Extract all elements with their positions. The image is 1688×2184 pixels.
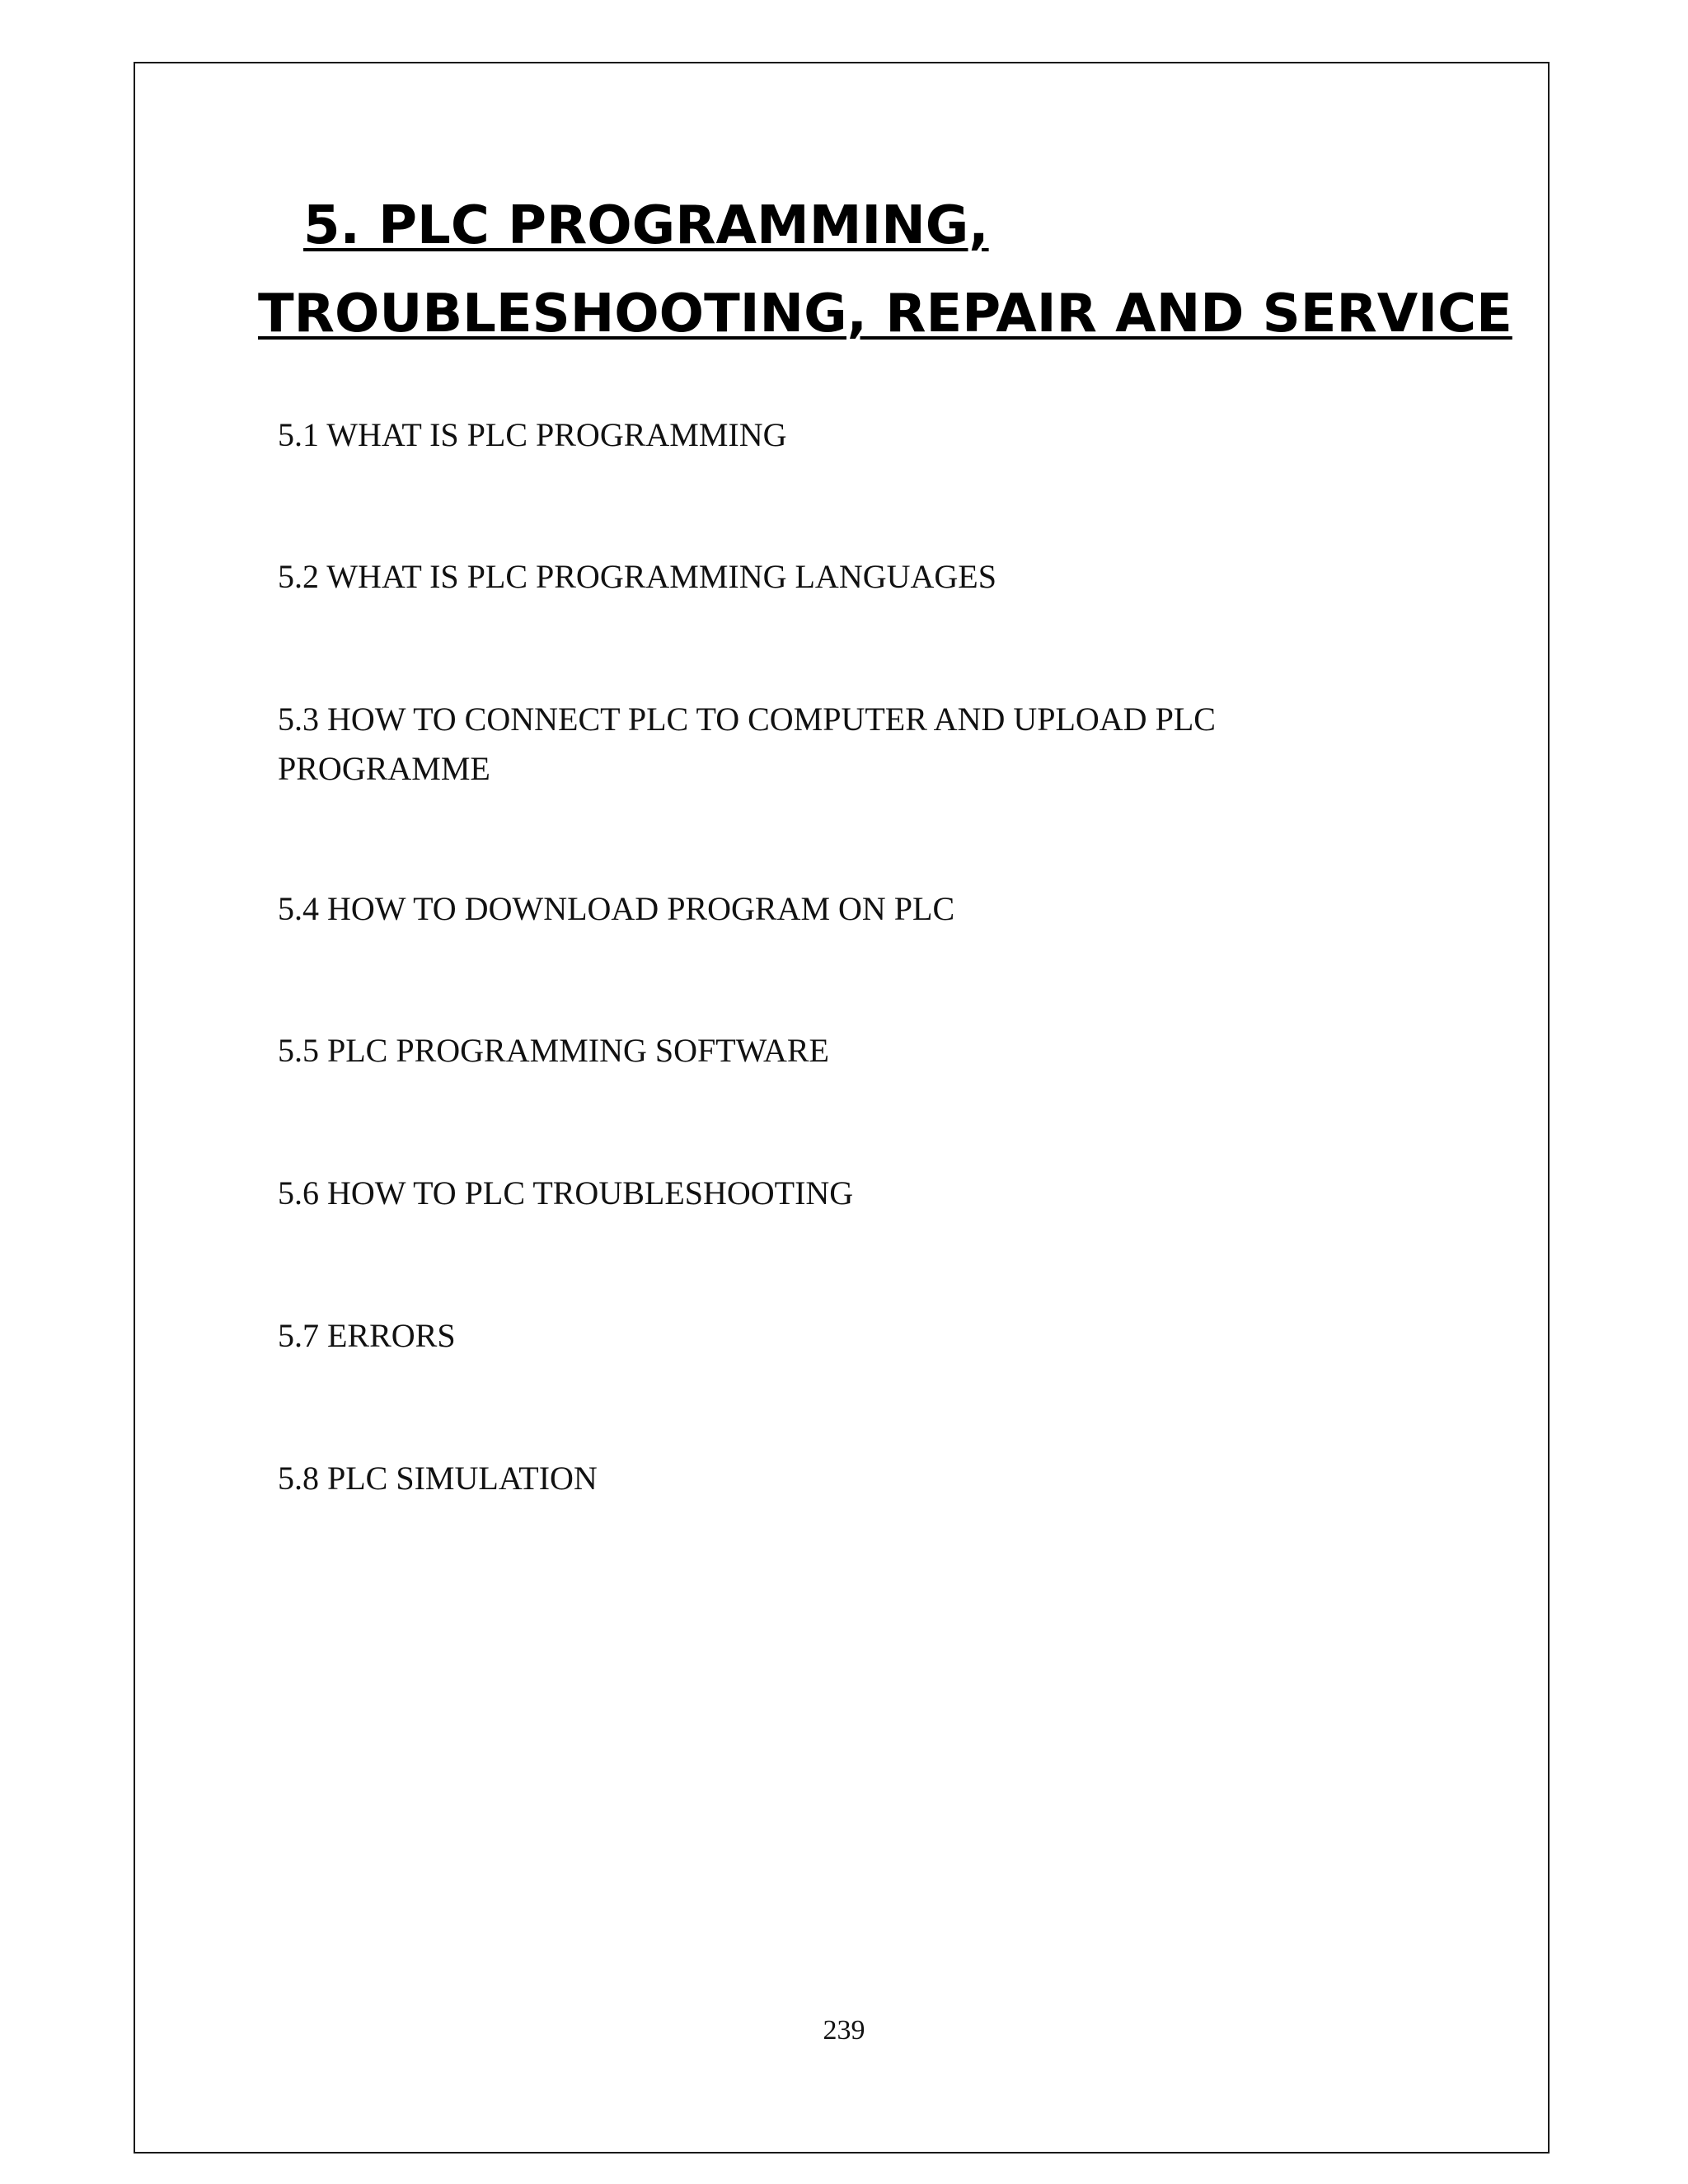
section-item-5-5: 5.5 PLC PROGRAMMING SOFTWARE <box>278 1032 829 1069</box>
section-item-5-4: 5.4 HOW TO DOWNLOAD PROGRAM ON PLC <box>278 890 955 927</box>
page-number: 239 <box>823 2015 865 2046</box>
chapter-title-line-2: TROUBLESHOOTING, REPAIR AND SERVICE <box>258 284 1512 344</box>
section-item-5-6: 5.6 HOW TO PLC TROUBLESHOOTING <box>278 1174 854 1212</box>
section-item-5-8: 5.8 PLC SIMULATION <box>278 1460 598 1497</box>
section-item-5-1: 5.1 WHAT IS PLC PROGRAMMING <box>278 416 787 453</box>
section-item-5-7: 5.7 ERRORS <box>278 1317 456 1354</box>
page-border <box>134 62 1550 2154</box>
section-item-5-3: 5.3 HOW TO CONNECT PLC TO COMPUTER AND UPLOAD PLC PROGRAMME <box>278 701 1216 787</box>
section-item-5-2: 5.2 WHAT IS PLC PROGRAMMING LANGUAGES <box>278 558 996 595</box>
chapter-title-line-1: 5. PLC PROGRAMMING, <box>303 195 989 256</box>
